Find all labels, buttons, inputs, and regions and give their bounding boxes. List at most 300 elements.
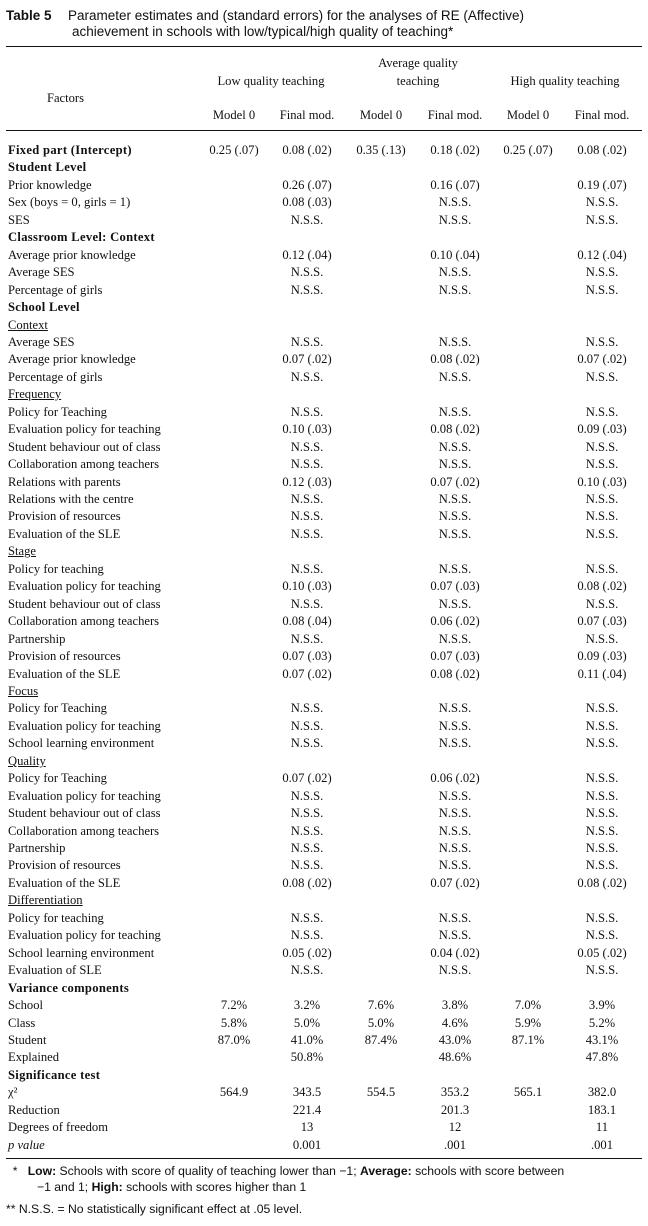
header-model-4: Model 0 xyxy=(506,108,550,122)
cell: N.S.S. xyxy=(438,369,472,384)
cell: 0.10 (.03) xyxy=(282,422,332,437)
row-label: Student behaviour out of class xyxy=(8,596,161,611)
row-label: Classroom Level: Context xyxy=(8,230,155,245)
cell: N.S.S. xyxy=(585,701,619,716)
cell: 0.04 (.02) xyxy=(430,945,480,960)
cell: N.S.S. xyxy=(438,457,472,472)
row-label: p value xyxy=(8,1137,45,1152)
cell: 50.8% xyxy=(290,1050,324,1065)
cell: N.S.S. xyxy=(290,369,324,384)
cell: N.S.S. xyxy=(290,736,324,751)
cell: N.S.S. xyxy=(290,928,324,943)
header-model-5: Final mod. xyxy=(574,108,630,122)
cell: 3.8% xyxy=(441,998,469,1013)
row-label: χ² xyxy=(8,1085,18,1100)
cell: N.S.S. xyxy=(290,841,324,855)
cell: 0.26 (.07) xyxy=(282,177,332,192)
cell: N.S.S. xyxy=(585,334,619,349)
cell: 5.0% xyxy=(367,1015,395,1030)
cell: 0.001 xyxy=(292,1137,322,1152)
cell: 5.2% xyxy=(588,1015,616,1030)
table-row xyxy=(0,213,648,231)
table-row xyxy=(0,771,648,789)
table-row xyxy=(0,893,648,911)
row-label: SES xyxy=(8,212,30,227)
table-row xyxy=(0,1050,648,1068)
cell: 0.08 (.02) xyxy=(430,666,480,681)
cell: N.S.S. xyxy=(585,823,619,838)
cell: 0.08 (.03) xyxy=(282,195,332,210)
cell: 0.08 (.02) xyxy=(282,143,332,157)
table-row xyxy=(0,178,648,196)
header-model-1: Final mod. xyxy=(279,108,335,122)
table-row xyxy=(0,998,648,1016)
cell: 0.05 (.02) xyxy=(577,945,627,960)
cell: 0.07 (.02) xyxy=(430,474,480,489)
cell: 0.07 (.02) xyxy=(282,666,332,681)
cell: 0.09 (.03) xyxy=(577,649,627,664)
cell: N.S.S. xyxy=(438,509,472,524)
row-label: Class xyxy=(8,1015,36,1030)
cell: N.S.S. xyxy=(585,928,619,943)
cell: N.S.S. xyxy=(438,788,472,803)
cell: N.S.S. xyxy=(290,404,324,419)
row-label: Evaluation policy for teaching xyxy=(8,579,161,594)
cell: N.S.S. xyxy=(585,718,619,733)
row-label: Partnership xyxy=(8,841,66,855)
table-row xyxy=(0,387,648,405)
cell: 0.07 (.02) xyxy=(430,875,480,890)
cell: N.S.S. xyxy=(290,265,324,280)
row-label: Evaluation policy for teaching xyxy=(8,928,161,943)
cell: .001 xyxy=(590,1137,614,1152)
row-label: Evaluation policy for teaching xyxy=(8,788,161,803)
cell: 0.07 (.03) xyxy=(430,579,480,594)
row-label: Evaluation policy for teaching xyxy=(8,422,161,437)
cell: N.S.S. xyxy=(585,841,619,855)
table-row xyxy=(0,143,648,161)
cell: N.S.S. xyxy=(290,509,324,524)
header-model-3: Final mod. xyxy=(427,108,483,122)
top-rule xyxy=(6,46,642,47)
row-label: Policy for teaching xyxy=(8,561,104,576)
cell: 43.0% xyxy=(438,1032,472,1047)
row-label: Relations with parents xyxy=(8,474,121,489)
cell: 87.1% xyxy=(511,1032,545,1047)
cell: N.S.S. xyxy=(290,858,324,873)
row-label: School learning environment xyxy=(8,736,155,751)
cell: 0.16 (.07) xyxy=(430,177,480,192)
table-row xyxy=(0,806,648,824)
table-row xyxy=(0,928,648,946)
table-row xyxy=(0,667,648,685)
table-row xyxy=(0,544,648,562)
cell: N.S.S. xyxy=(585,457,619,472)
cell: N.S.S. xyxy=(290,806,324,821)
row-label: Degrees of freedom xyxy=(8,1120,108,1135)
row-label: Provision of resources xyxy=(8,509,121,524)
row-label: Provision of resources xyxy=(8,858,121,873)
row-label: Student Level xyxy=(8,160,87,175)
cell: 0.05 (.02) xyxy=(282,945,332,960)
cell: N.S.S. xyxy=(585,439,619,454)
cell: 5.9% xyxy=(514,1015,542,1030)
row-label: Evaluation of SLE xyxy=(8,963,102,978)
cell: N.S.S. xyxy=(585,910,619,925)
header-model-2: Model 0 xyxy=(359,108,403,122)
cell: N.S.S. xyxy=(438,736,472,751)
row-label: Average prior knowledge xyxy=(8,352,136,367)
cell: 4.6% xyxy=(441,1015,469,1030)
row-label: Evaluation policy for teaching xyxy=(8,718,161,733)
footnote-average-text: schools with score between xyxy=(411,1164,565,1178)
cell: 3.9% xyxy=(588,998,616,1013)
cell: N.S.S. xyxy=(438,928,472,943)
cell: N.S.S. xyxy=(290,334,324,349)
table-row xyxy=(0,719,648,737)
footnote-1 xyxy=(6,1163,642,1195)
cell: N.S.S. xyxy=(438,701,472,716)
table-row xyxy=(0,335,648,353)
table-row xyxy=(0,614,648,632)
cell: 554.5 xyxy=(366,1085,396,1100)
row-label: Collaboration among teachers xyxy=(8,614,160,629)
cell: 0.12 (.04) xyxy=(282,247,332,262)
row-label: Prior knowledge xyxy=(8,177,92,192)
cell: N.S.S. xyxy=(290,492,324,506)
row-label: Percentage of girls xyxy=(8,369,103,384)
table-row xyxy=(0,789,648,807)
cell: N.S.S. xyxy=(585,631,619,646)
cell: N.S.S. xyxy=(438,282,472,297)
cell: 0.10 (.04) xyxy=(430,247,480,262)
table-row xyxy=(0,736,648,754)
row-label: School Level xyxy=(8,300,80,315)
table-caption xyxy=(6,8,642,40)
cell: N.S.S. xyxy=(290,457,324,472)
cell: N.S.S. xyxy=(585,212,619,227)
table-row xyxy=(0,370,648,388)
cell: N.S.S. xyxy=(585,806,619,821)
cell: 0.06 (.02) xyxy=(430,614,480,629)
cell: 0.10 (.03) xyxy=(282,579,332,594)
row-label: Evaluation of the SLE xyxy=(8,875,121,890)
row-label: Frequency xyxy=(8,387,62,402)
cell: N.S.S. xyxy=(438,718,472,733)
cell: 0.12 (.04) xyxy=(577,247,627,262)
table-row xyxy=(0,1103,648,1121)
row-label: Policy for teaching xyxy=(8,910,104,925)
table-row xyxy=(0,457,648,475)
cell: 0.09 (.03) xyxy=(577,422,627,437)
cell: 0.35 (.13) xyxy=(356,143,406,157)
cell: N.S.S. xyxy=(290,910,324,925)
table-row xyxy=(0,963,648,981)
cell: N.S.S. xyxy=(438,910,472,925)
cell: N.S.S. xyxy=(290,788,324,803)
cell: N.S.S. xyxy=(438,596,472,611)
table-row xyxy=(0,1068,648,1086)
cell: 0.11 (.04) xyxy=(577,666,627,681)
row-label: School xyxy=(8,998,43,1013)
cell: 343.5 xyxy=(292,1085,322,1100)
header-rule xyxy=(6,130,642,131)
cell: N.S.S. xyxy=(585,561,619,576)
cell: N.S.S. xyxy=(438,823,472,838)
cell: N.S.S. xyxy=(585,492,619,506)
cell: 0.08 (.02) xyxy=(430,352,480,367)
row-label: Policy for Teaching xyxy=(8,771,107,786)
row-label: Variance components xyxy=(8,980,130,995)
cell: 221.4 xyxy=(292,1102,322,1117)
cell: .001 xyxy=(443,1137,467,1152)
cell: 0.08 (.02) xyxy=(577,579,627,594)
row-label: Average prior knowledge xyxy=(8,247,136,262)
cell: N.S.S. xyxy=(438,806,472,821)
row-label: Collaboration among teachers xyxy=(8,823,160,838)
footnote-high-text: schools with scores higher than 1 xyxy=(122,1180,307,1194)
cell: N.S.S. xyxy=(290,701,324,716)
footnote-low-text: Schools with score of quality of teaching lower than −1; xyxy=(56,1164,360,1178)
footnote-high-label: High: xyxy=(91,1180,123,1194)
cell: 7.0% xyxy=(514,998,542,1013)
bottom-rule xyxy=(6,1158,642,1159)
table-row xyxy=(0,824,648,842)
cell: 0.07 (.03) xyxy=(430,649,480,664)
row-label: Explained xyxy=(8,1050,60,1065)
cell: 0.07 (.02) xyxy=(282,352,332,367)
cell: 87.4% xyxy=(364,1032,398,1047)
row-label: Evaluation of the SLE xyxy=(8,666,121,681)
cell: 0.07 (.03) xyxy=(577,614,627,629)
cell: 382.0 xyxy=(587,1085,617,1100)
cell: N.S.S. xyxy=(585,404,619,419)
cell: N.S.S. xyxy=(438,195,472,210)
table-row xyxy=(0,876,648,894)
table-row xyxy=(0,1120,648,1138)
cell: N.S.S. xyxy=(585,596,619,611)
cell: 0.07 (.03) xyxy=(282,649,332,664)
table-row xyxy=(0,248,648,266)
table-row xyxy=(0,440,648,458)
cell: N.S.S. xyxy=(585,736,619,751)
row-label: Average SES xyxy=(8,334,75,349)
caption-line-1: Parameter estimates and (standard errors) for the analyses of RE (Affective) xyxy=(68,8,524,23)
cell: N.S.S. xyxy=(290,963,324,978)
row-label: Percentage of girls xyxy=(8,282,103,297)
table-row xyxy=(0,946,648,964)
cell: 13 xyxy=(300,1120,314,1135)
cell: N.S.S. xyxy=(585,509,619,524)
cell: N.S.S. xyxy=(585,526,619,541)
footnote-low-label: Low: xyxy=(27,1164,57,1178)
table-row xyxy=(0,195,648,213)
cell: 0.07 (.02) xyxy=(282,771,332,786)
cell: N.S.S. xyxy=(290,212,324,227)
table-row xyxy=(0,318,648,336)
cell: 564.9 xyxy=(219,1085,249,1100)
row-label: Differentiation xyxy=(8,893,83,908)
cell: 0.12 (.03) xyxy=(282,474,332,489)
table-row xyxy=(0,1033,648,1051)
row-label: Student behaviour out of class xyxy=(8,439,161,454)
table-row xyxy=(0,684,648,702)
cell: N.S.S. xyxy=(290,282,324,297)
cell: N.S.S. xyxy=(585,265,619,280)
cell: 47.8% xyxy=(585,1050,619,1065)
cell: 7.6% xyxy=(367,998,395,1013)
row-label: Focus xyxy=(8,683,39,698)
cell: 0.25 (.07) xyxy=(503,143,553,157)
table-row xyxy=(0,597,648,615)
header-factors: Factors xyxy=(46,91,85,105)
table-row xyxy=(0,527,648,545)
cell: 565.1 xyxy=(513,1085,543,1100)
table-row xyxy=(0,562,648,580)
cell: N.S.S. xyxy=(438,526,472,541)
cell: 0.08 (.04) xyxy=(282,614,332,629)
table-row xyxy=(0,754,648,772)
cell: 11 xyxy=(595,1120,609,1135)
cell: N.S.S. xyxy=(438,212,472,227)
footnote-star: * xyxy=(12,1164,18,1178)
cell: 0.08 (.02) xyxy=(430,422,480,437)
cell: N.S.S. xyxy=(438,334,472,349)
cell: 48.6% xyxy=(438,1050,472,1065)
table-row xyxy=(0,1138,648,1156)
cell: N.S.S. xyxy=(290,718,324,733)
cell: 0.08 (.02) xyxy=(282,875,332,890)
table-row xyxy=(0,352,648,370)
header-model-0: Model 0 xyxy=(212,108,256,122)
cell: N.S.S. xyxy=(438,404,472,419)
cell: 87.0% xyxy=(217,1032,251,1047)
cell: N.S.S. xyxy=(438,492,472,506)
row-label: Significance test xyxy=(8,1067,101,1082)
table-row xyxy=(0,230,648,248)
row-label: Evaluation of the SLE xyxy=(8,526,121,541)
cell: 0.25 (.07) xyxy=(209,143,259,157)
row-label: Stage xyxy=(8,544,36,559)
table-row xyxy=(0,841,648,859)
row-label: Collaboration among teachers xyxy=(8,457,160,472)
cell: 7.2% xyxy=(220,998,248,1013)
cell: 12 xyxy=(448,1120,462,1135)
cell: N.S.S. xyxy=(585,788,619,803)
table-row xyxy=(0,422,648,440)
cell: N.S.S. xyxy=(585,771,619,786)
cell: N.S.S. xyxy=(290,631,324,646)
cell: 0.19 (.07) xyxy=(577,177,627,192)
table-row xyxy=(0,475,648,493)
row-label: School learning environment xyxy=(8,945,155,960)
row-label: Quality xyxy=(8,753,46,768)
header-group-high: High quality teaching xyxy=(510,74,620,88)
cell: N.S.S. xyxy=(438,963,472,978)
cell: 353.2 xyxy=(440,1085,470,1100)
cell: 0.08 (.02) xyxy=(577,143,627,157)
cell: 0.07 (.02) xyxy=(577,352,627,367)
row-label: Policy for Teaching xyxy=(8,701,107,716)
cell: 5.0% xyxy=(293,1015,321,1030)
table-row xyxy=(0,492,648,510)
table-row xyxy=(0,265,648,283)
cell: 0.18 (.02) xyxy=(430,143,480,157)
row-label: Student xyxy=(8,1032,47,1047)
footnote-2: ** N.S.S. = No statistically significant effect at .05 level. xyxy=(6,1202,303,1216)
row-label: Relations with the centre xyxy=(8,492,134,506)
table-row xyxy=(0,911,648,929)
row-label: Average SES xyxy=(8,265,75,280)
table-row xyxy=(0,283,648,301)
table-row xyxy=(0,405,648,423)
table-row xyxy=(0,632,648,650)
cell: N.S.S. xyxy=(438,858,472,873)
table-row xyxy=(0,649,648,667)
cell: N.S.S. xyxy=(585,282,619,297)
footnote-average-label: Average: xyxy=(359,1164,412,1178)
cell: 43.1% xyxy=(585,1032,619,1047)
cell: N.S.S. xyxy=(290,561,324,576)
table-row xyxy=(0,509,648,527)
row-label: Student behaviour out of class xyxy=(8,806,161,821)
row-label: Partnership xyxy=(8,631,66,646)
table-row xyxy=(0,701,648,719)
cell: 5.8% xyxy=(220,1015,248,1030)
cell: N.S.S. xyxy=(290,439,324,454)
row-label: Sex (boys = 0, girls = 1) xyxy=(8,195,131,210)
cell: N.S.S. xyxy=(438,841,472,855)
cell: 3.2% xyxy=(293,998,321,1013)
cell: N.S.S. xyxy=(438,265,472,280)
table-row xyxy=(0,858,648,876)
table-row xyxy=(0,160,648,178)
cell: 0.08 (.02) xyxy=(577,875,627,890)
table-row xyxy=(0,1016,648,1034)
cell: N.S.S. xyxy=(585,369,619,384)
table-label: Table 5 xyxy=(6,8,52,23)
row-label: Fixed part (Intercept) xyxy=(8,143,132,157)
row-label: Provision of resources xyxy=(8,649,121,664)
cell: 0.10 (.03) xyxy=(577,474,627,489)
cell: 41.0% xyxy=(290,1032,324,1047)
cell: N.S.S. xyxy=(290,823,324,838)
row-label: Policy for Teaching xyxy=(8,404,107,419)
cell: N.S.S. xyxy=(438,439,472,454)
cell: N.S.S. xyxy=(290,596,324,611)
table-row xyxy=(0,1085,648,1103)
cell: N.S.S. xyxy=(585,195,619,210)
row-label: Context xyxy=(8,317,48,332)
header-group-average-2: teaching xyxy=(396,74,440,88)
table-row xyxy=(0,300,648,318)
header-group-average-1: Average quality xyxy=(378,56,458,70)
cell: N.S.S. xyxy=(585,858,619,873)
table-row xyxy=(0,579,648,597)
cell: 201.3 xyxy=(440,1102,470,1117)
cell: N.S.S. xyxy=(585,963,619,978)
caption-line-2: achievement in schools with low/typical/high quality of teaching* xyxy=(72,24,454,39)
cell: N.S.S. xyxy=(438,631,472,646)
row-label: Reduction xyxy=(8,1102,60,1117)
cell: N.S.S. xyxy=(438,561,472,576)
footnote-line2-text: −1 and 1; xyxy=(37,1180,92,1194)
table-row xyxy=(0,981,648,999)
cell: 183.1 xyxy=(587,1102,617,1117)
header-group-low: Low quality teaching xyxy=(217,74,325,88)
cell: 0.06 (.02) xyxy=(430,771,480,786)
cell: N.S.S. xyxy=(290,526,324,541)
